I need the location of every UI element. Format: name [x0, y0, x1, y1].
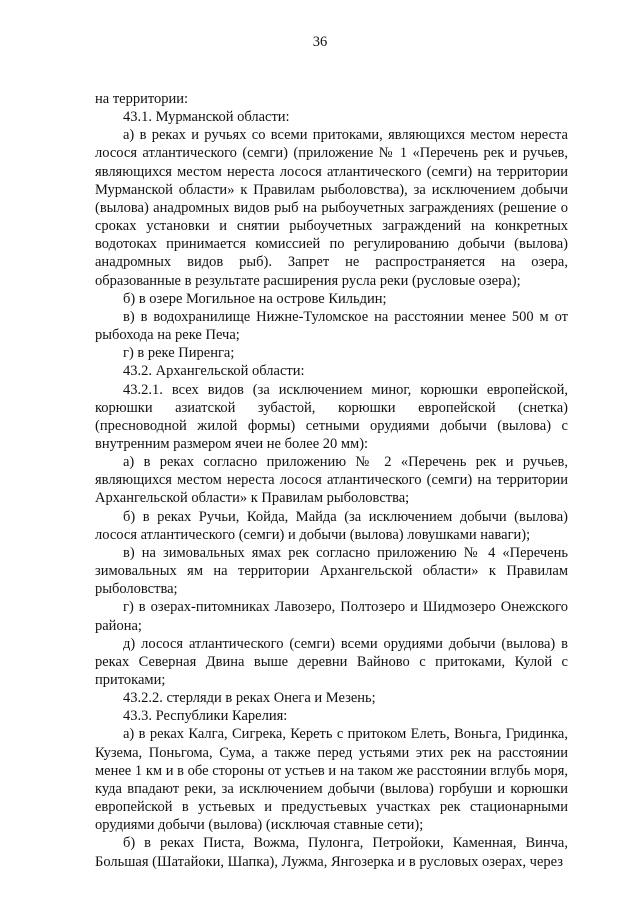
document-body — [95, 90, 568, 871]
paragraph: д) лосося атлантического (семги) всеми орудиями добычи (вылова) в реках Северная Двина выше деревни Вайново с притоками, Кулой с притоками; — [95, 635, 568, 688]
paragraph: б) в озере Могильное на острове Кильдин; — [123, 290, 387, 307]
paragraph: 43.3. Республики Карелия: — [123, 708, 288, 725]
paragraph: а) в реках Калга, Сигрека, Кереть с притоком Елеть, Воньга, Гридинка, Кузема, Поньгома, Сума, а также перед устьями этих рек на расстоянии менее 1 км и в обе стороны от устьев и на таком же расстоянии вглубь моря, куда впадают реки, за исключением добычи (вылова) горбуши и корюшки европейской в устьевых и предустьевых участках рек стационарными орудиями добычи (вылова) (исключая ставные сети); — [95, 726, 568, 834]
paragraph: 43.2.2. стерляди в реках Онега и Мезень; — [123, 690, 376, 707]
paragraph: б) в реках Ручьи, Койда, Майда (за исключением добычи (вылова) лосося атлантического (семги) и добычи (вылова) ловушками наваги); — [95, 508, 568, 543]
paragraph: 43.2.1. всех видов (за исключением миног, корюшки европейской, корюшки азиатской зубастой, корюшки европейской (снетка) (пресноводной жилой формы) сетными орудиями добычи (вылова) с внутренним размером ячеи не более 20 мм): — [95, 381, 568, 452]
paragraph: 43.1. Мурманской области: — [123, 109, 290, 126]
paragraph: 43.2. Архангельской области: — [123, 363, 305, 380]
paragraph: в) на зимовальных ямах рек согласно приложению № 4 «Перечень зимовальных ям на территории Архангельской области» к Правилам рыболовства; — [95, 544, 568, 598]
paragraph: в) в водохранилище Нижне-Туломское на расстоянии менее 500 м от рыбохода на реке Печа; — [95, 308, 568, 344]
paragraph: на территории: — [95, 91, 189, 107]
paragraph: б) в реках Писта, Вожма, Пулонга, Петройоки, Каменная, Винча, Большая (Шатайоки, Шапка), Лужма, Янгозерка и в русловых озерах, через — [95, 835, 568, 870]
page-number: 36 — [312, 34, 328, 50]
paragraph: г) в реке Пиренга; — [123, 345, 235, 362]
paragraph: а) в реках согласно приложению № 2 «Перечень рек и ручьев, являющихся местом нереста лосося атлантического (семги) на территории Архангельской области» к Правилам рыболовства; — [95, 454, 568, 507]
paragraph: а) в реках и ручьях со всеми притоками, являющихся местом нереста лосося атлантического (семги) (приложение № 1 «Перечень рек и ручьев, являющихся местом нереста лосося атлантического (семги) на территории Мурманской области» к Правилам рыболовства), за исключением добычи (вылова) анадромных видов рыб на рыбоучетных заграждениях (решение о сроках установки и снятии рыбоучетных заграждений на конкретных водотоках принимается комиссией по регулированию добычи (вылова) анадромных видов рыб). Запрет не распространяется на озера, образованные в результате расширения русла реки (русловые озера); — [95, 127, 568, 289]
paragraph: г) в озерах-питомниках Лавозеро, Полтозеро и Шидмозеро Онежского района; — [95, 599, 568, 634]
